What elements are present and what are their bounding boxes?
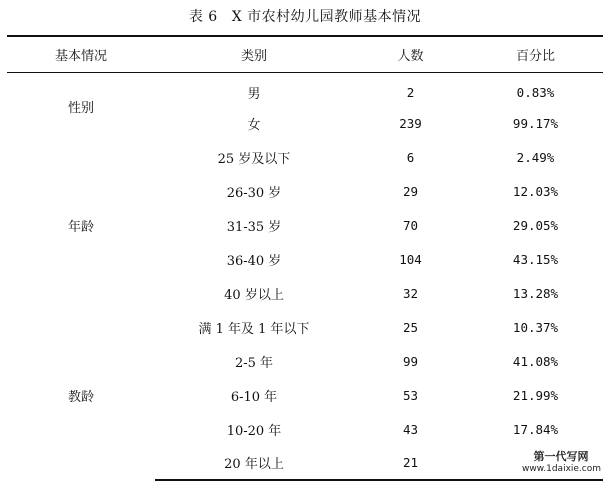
percent-cell: 43.15%	[512, 251, 559, 267]
percent-cell: 13.28%	[512, 285, 559, 301]
percent-cell: 17.84%	[512, 421, 559, 437]
category-cell: 25 岁及以下	[217, 151, 291, 167]
table-caption	[0, 6, 610, 26]
category-cell: 36-40 岁	[226, 253, 282, 269]
category-cell: 男	[247, 86, 261, 102]
table-row	[7, 310, 603, 344]
watermark-line1: 第一代写网	[533, 450, 589, 464]
watermark-logo	[522, 451, 600, 474]
count-cell: 239	[399, 115, 422, 131]
category-cell: 10-20 年	[226, 423, 282, 439]
count-cell: 2	[406, 84, 415, 100]
count-cell: 29	[402, 183, 419, 199]
count-cell: 70	[402, 217, 419, 233]
count-cell: 53	[402, 387, 419, 403]
count-cell: 21	[353, 446, 468, 480]
percent-cell: 41.08%	[512, 353, 559, 369]
teacher-info-table	[7, 35, 603, 481]
percent-cell: 99.17%	[512, 115, 559, 131]
header-count: 人数	[353, 36, 468, 72]
count-cell: 25	[402, 319, 419, 335]
table-row	[7, 72, 603, 106]
header-category: 类别	[155, 36, 353, 72]
category-cell: 26-30 岁	[226, 185, 282, 201]
group-label-age: 年龄	[67, 219, 94, 235]
category-cell: 女	[247, 117, 261, 133]
header-percent: 百分比	[468, 36, 603, 72]
count-cell: 99	[402, 353, 419, 369]
category-cell: 31-35 岁	[226, 219, 282, 235]
table-number: 表 6	[188, 9, 218, 25]
header-basic-info: 基本情况	[7, 36, 155, 72]
category-cell: 满 1 年及 1 年以下	[198, 321, 310, 337]
category-cell: 40 岁以上	[224, 287, 284, 303]
category-cell: 2-5 年	[234, 355, 274, 371]
percent-cell: 21.99%	[512, 387, 559, 403]
table-row	[7, 140, 603, 174]
percent-cell: 29.05%	[512, 217, 559, 233]
percent-cell: 10.37%	[512, 319, 559, 335]
category-cell: 20 年以上	[155, 446, 353, 480]
table-title: X 市农村幼儿园教师基本情况	[231, 9, 422, 25]
table-body	[7, 72, 603, 480]
watermark-line2: www.1daixie.com	[522, 463, 602, 474]
count-cell: 104	[399, 251, 422, 267]
group-label-gender: 性别	[67, 100, 94, 116]
percent-cell: 2.49%	[516, 149, 555, 165]
category-cell: 6-10 年	[230, 389, 278, 405]
count-cell: 32	[402, 285, 419, 301]
group-label-teaching-years: 教龄	[67, 389, 94, 405]
table-header-row	[7, 36, 603, 72]
percent-cell: 12.03%	[512, 183, 559, 199]
count-cell: 6	[406, 149, 415, 165]
count-cell: 43	[402, 421, 419, 437]
percent-cell: 0.83%	[516, 84, 555, 100]
